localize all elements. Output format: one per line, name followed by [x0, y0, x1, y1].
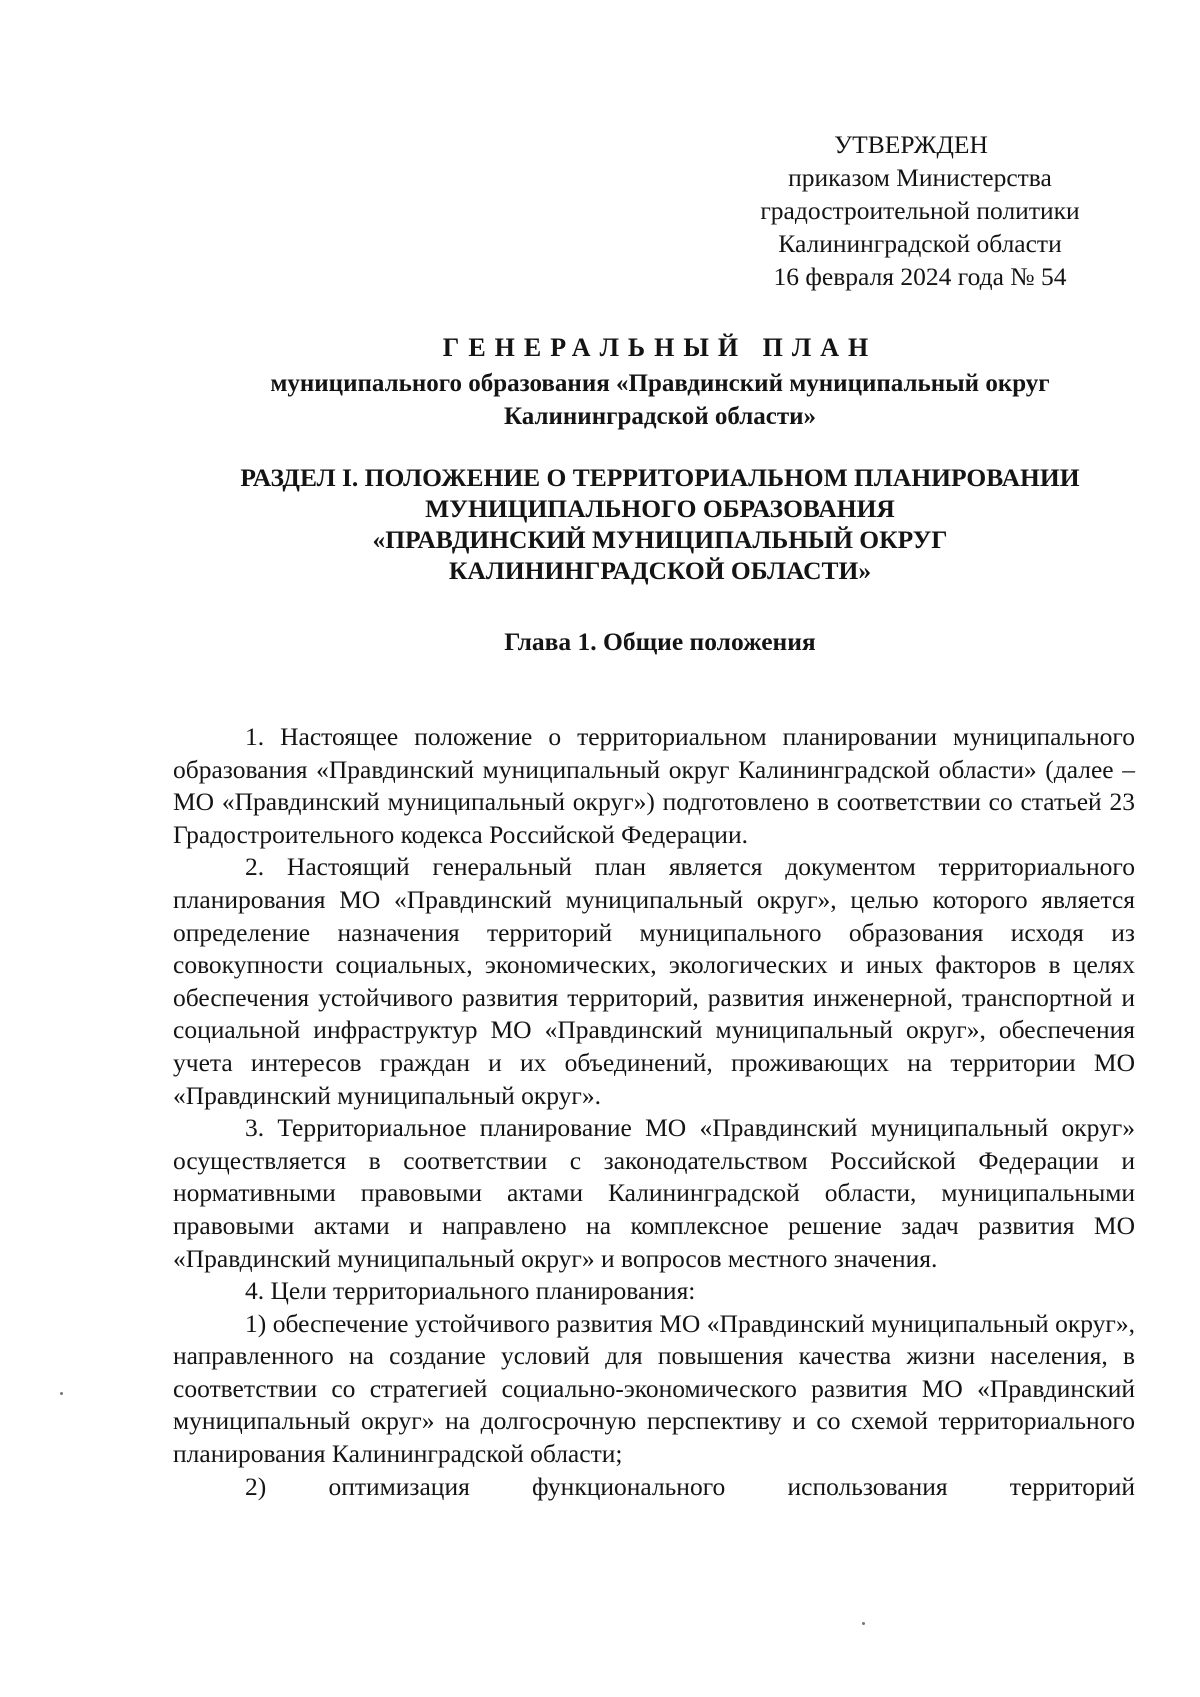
paragraph: 1) обеспечение устойчивого развития МО «Правдинский муниципальный округ», направленного на создание условий для повышения качества жизни населения, в соответствии со стратегией социально-экономического развития МО «Правдинский муниципальный округ» на долгосрочную перспективу и со схемой территориального планирования Калининградской области;	[173, 1308, 1135, 1469]
approval-date-line: 16 февраля 2024 года № 54	[773, 262, 1067, 291]
approval-heading: УТВЕРЖДЕН	[834, 130, 988, 159]
paragraph: 1. Настоящее положение о территориальном планировании муниципального образования «Правдинский муниципальный округ Калининградской области» (далее – МО «Правдинский муниципальный округ») подготовлено в соответствии со статьей 23 Градостроительного кодекса Российской Федерации.	[173, 722, 1135, 849]
paragraph: 2) оптимизация функционального использования территорий	[245, 1471, 1135, 1501]
section-title-line: РАЗДЕЛ I. ПОЛОЖЕНИЕ О ТЕРРИТОРИАЛЬНОМ ПЛАНИРОВАНИИ	[240, 463, 1080, 492]
approval-order-line: приказом Министерства	[788, 163, 1052, 192]
scan-speck	[60, 1392, 63, 1395]
document-body	[173, 721, 1135, 1503]
paragraph: 4. Цели территориального планирования:	[245, 1276, 696, 1306]
approval-region-line: Калининградской области	[778, 229, 1062, 258]
chapter-title: Глава 1. Общие положения	[504, 627, 816, 656]
approval-stamp	[740, 128, 1100, 293]
paragraph: 3. Территориальное планирование МО «Правдинский муниципальный округ» осуществляется в соответствии с законодательством Российской Федерации и нормативными правовыми актами Калининградской области, муниципальными правовыми актами и направлено на комплексное решение задач развития МО «Правдинский муниципальный округ» и вопросов местного значения.	[173, 1113, 1135, 1273]
section-title	[140, 462, 1180, 586]
plan-subtitle	[140, 367, 1180, 433]
plan-subtitle-line: муниципального образования «Правдинский муниципальный округ	[270, 370, 1050, 397]
plan-subtitle-line: Калининградской области»	[503, 403, 817, 430]
approval-ministry-line: градостроительной политики	[760, 196, 1080, 225]
scan-speck	[862, 1622, 865, 1625]
paragraph: 2. Настоящий генеральный план является документом территориального планирования МО «Правдинский муниципальный округ», целью которого является определение назначения территорий муниципального образования исходя из совокупности социальных, экономических, экологических и иных факторов в целях обеспечения устойчивого развития территорий, развития инженерной, транспортной и социальной инфраструктур МО «Правдинский муниципальный округ», обеспечения учета интересов граждан и их объединений, проживающих на территории МО «Правдинский муниципальный округ».	[173, 852, 1135, 1110]
plan-title: ГЕНЕРАЛЬНЫЙ ПЛАН	[442, 333, 878, 362]
section-title-line: «ПРАВДИНСКИЙ МУНИЦИПАЛЬНЫЙ ОКРУГ	[372, 525, 948, 554]
section-title-line: МУНИЦИПАЛЬНОГО ОБРАЗОВАНИЯ	[425, 494, 895, 523]
section-title-line: КАЛИНИНГРАДСКОЙ ОБЛАСТИ»	[448, 556, 872, 585]
